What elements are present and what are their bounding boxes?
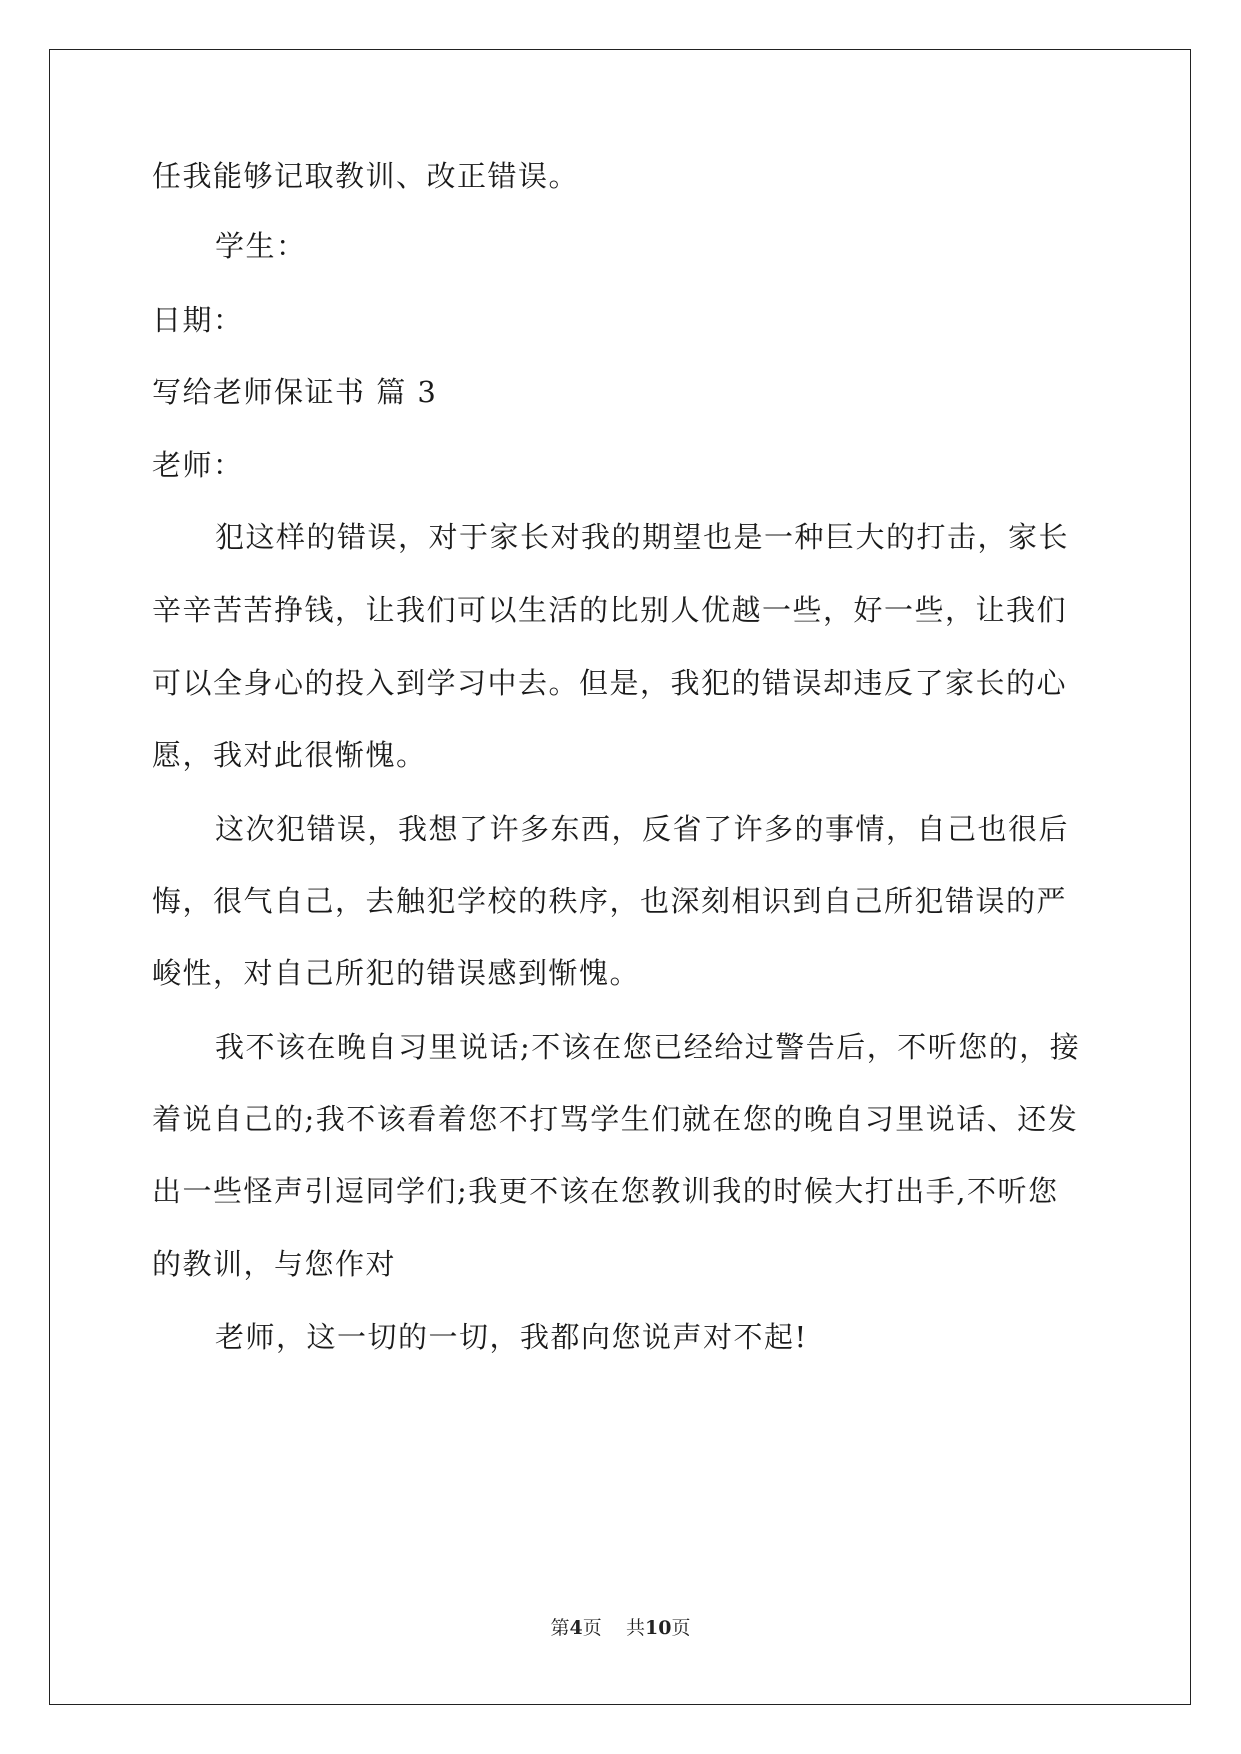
text-line: 着说自己的;我不该看着您不打骂学生们就在您的晚自习里说话、还发 [152, 1102, 1079, 1136]
total-pages-number: 10 [644, 1617, 672, 1639]
text-line: 悔，很气自己，去触犯学校的秩序，也深刻相识到自己所犯错误的严 [152, 884, 1068, 918]
text-line: 的教训，与您作对 [152, 1247, 397, 1281]
current-page-number: 4 [569, 1617, 583, 1639]
text-line: 辛辛苦苦挣钱，让我们可以生活的比别人优越一些，好一些，让我们 [152, 593, 1068, 627]
text-line: 犯这样的错误，对于家长对我的期望也是一种巨大的打击，家长 [215, 520, 1070, 554]
footer-total-prefix: 共 [625, 1617, 645, 1639]
page-footer [0, 1616, 1241, 1640]
text-line: 愿，我对此很惭愧。 [152, 738, 427, 772]
footer-prefix: 第 [550, 1617, 570, 1639]
page-border [49, 49, 1191, 1705]
text-line: 可以全身心的投入到学习中去。但是，我犯的错误却违反了家长的心 [152, 666, 1068, 700]
text-line: 老师，这一切的一切，我都向您说声对不起! [215, 1320, 808, 1354]
footer-total-suffix: 页 [671, 1617, 691, 1639]
signature-student-label: 学生： [215, 229, 307, 263]
footer-page-word: 页 [582, 1617, 602, 1639]
text-line: 出一些怪声引逗同学们;我更不该在您教训我的时候大打出手,不听您 [152, 1174, 1059, 1208]
salutation: 老师： [152, 448, 244, 482]
text-line: 峻性，对自己所犯的错误感到惭愧。 [152, 956, 641, 990]
text-line: 任我能够记取教训、改正错误。 [152, 159, 580, 193]
signature-date-label: 日期： [152, 303, 244, 337]
section-heading: 写给老师保证书 篇 3 [152, 375, 438, 409]
text-line: 我不该在晚自习里说话;不该在您已经给过警告后，不听您的，接 [215, 1030, 1081, 1064]
text-line: 这次犯错误，我想了许多东西，反省了许多的事情，自己也很后 [215, 812, 1070, 846]
